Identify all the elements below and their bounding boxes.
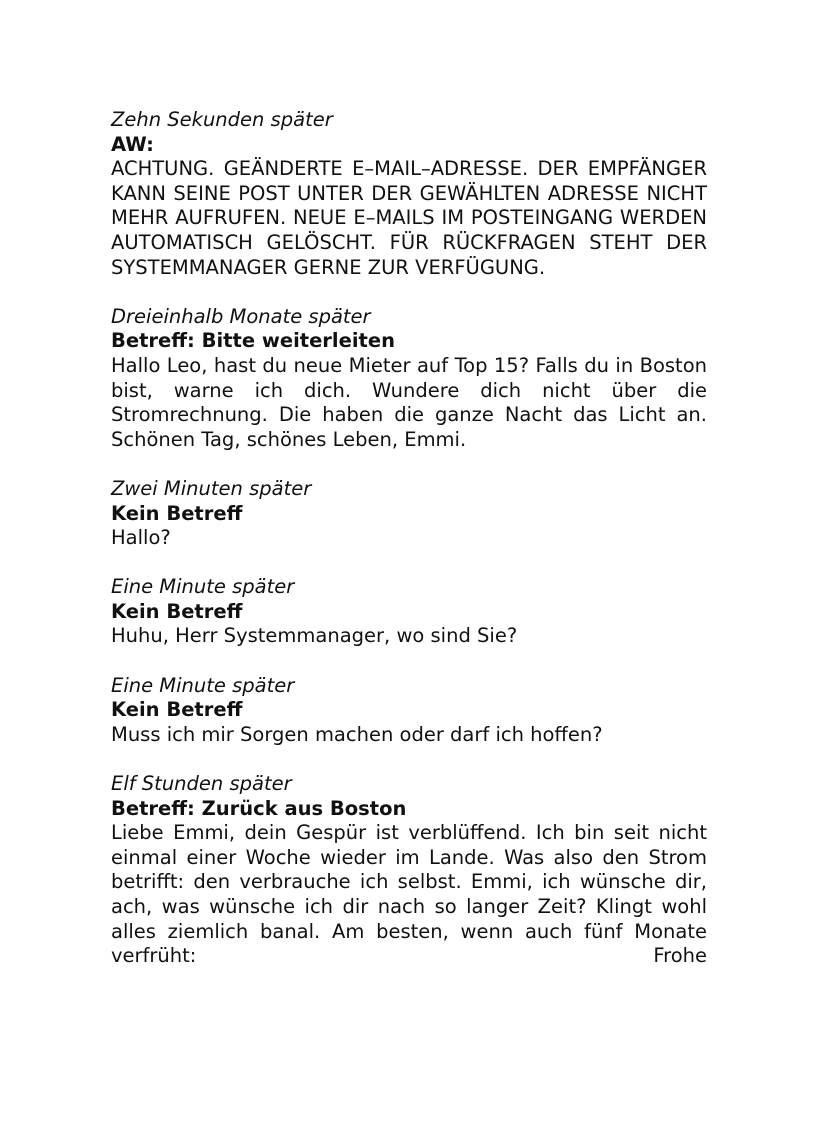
email-entry: [111, 305, 707, 453]
entry-time: Dreieinhalb Monate später: [111, 304, 371, 328]
entry-body: Hallo?: [111, 526, 171, 550]
entry-time: Zehn Sekunden später: [111, 108, 333, 131]
entry-body: Hallo Leo, hast du neue Mieter auf Top 15? Falls du in Boston bist, warne ich dich. Wundere dich nicht über die Stromrechnung. Die haben die ganze Nacht das Licht an. Schönen Tag, schönes Leben, Emmi.: [111, 353, 707, 451]
entry-body: Muss ich mir Sorgen machen oder darf ich hoffen?: [111, 722, 603, 746]
entry-subject: AW:: [111, 132, 154, 156]
email-entry: [111, 575, 707, 649]
entry-body: Huhu, Herr Systemmanager, wo sind Sie?: [111, 624, 518, 648]
entry-body: ACHTUNG. GEÄNDERTE E–MAIL–ADRESSE. DER EMPFÄNGER KANN SEINE POST UNTER DER GEWÄHLTEN ADRESSE NICHT MEHR AUFRUFEN. NEUE E–MAILS IM POSTEINGANG WERDEN AUTOMATISCH GELÖSCHT. FÜR RÜCKFRAGEN STEHT DER SYSTEMMANAGER GERNE ZUR VERFÜGUNG.: [111, 157, 707, 279]
document-page: [111, 108, 707, 993]
entry-time: Elf Stunden später: [111, 772, 292, 796]
entry-subject: Kein Betreff: [111, 698, 243, 722]
email-entry: [111, 772, 707, 969]
entry-time: Eine Minute später: [111, 575, 295, 599]
entry-subject: Betreff: Zurück aus Boston: [111, 796, 407, 820]
entry-time: Zwei Minuten später: [111, 476, 312, 500]
email-entry: [111, 477, 707, 551]
email-entry: [111, 108, 707, 280]
entry-body: Liebe Emmi, dein Gespür ist verblüffend. Ich bin seit nicht einmal einer Woche wieder im Lande. Was also den Strom betrifft: den verbrauche ich selbst. Emmi, ich wünsche dir, ach, was wünsche ich dir nach so langer Zeit? Klingt wohl alles ziemlich banal. Am besten, wenn auch fünf Monate verfrüht: Frohe: [111, 821, 707, 968]
entry-subject: Betreff: Bitte weiterleiten: [111, 329, 395, 353]
entry-time: Eine Minute später: [111, 673, 295, 697]
entry-subject: Kein Betreff: [111, 599, 243, 623]
entry-subject: Kein Betreff: [111, 501, 243, 525]
email-entry: [111, 674, 707, 748]
